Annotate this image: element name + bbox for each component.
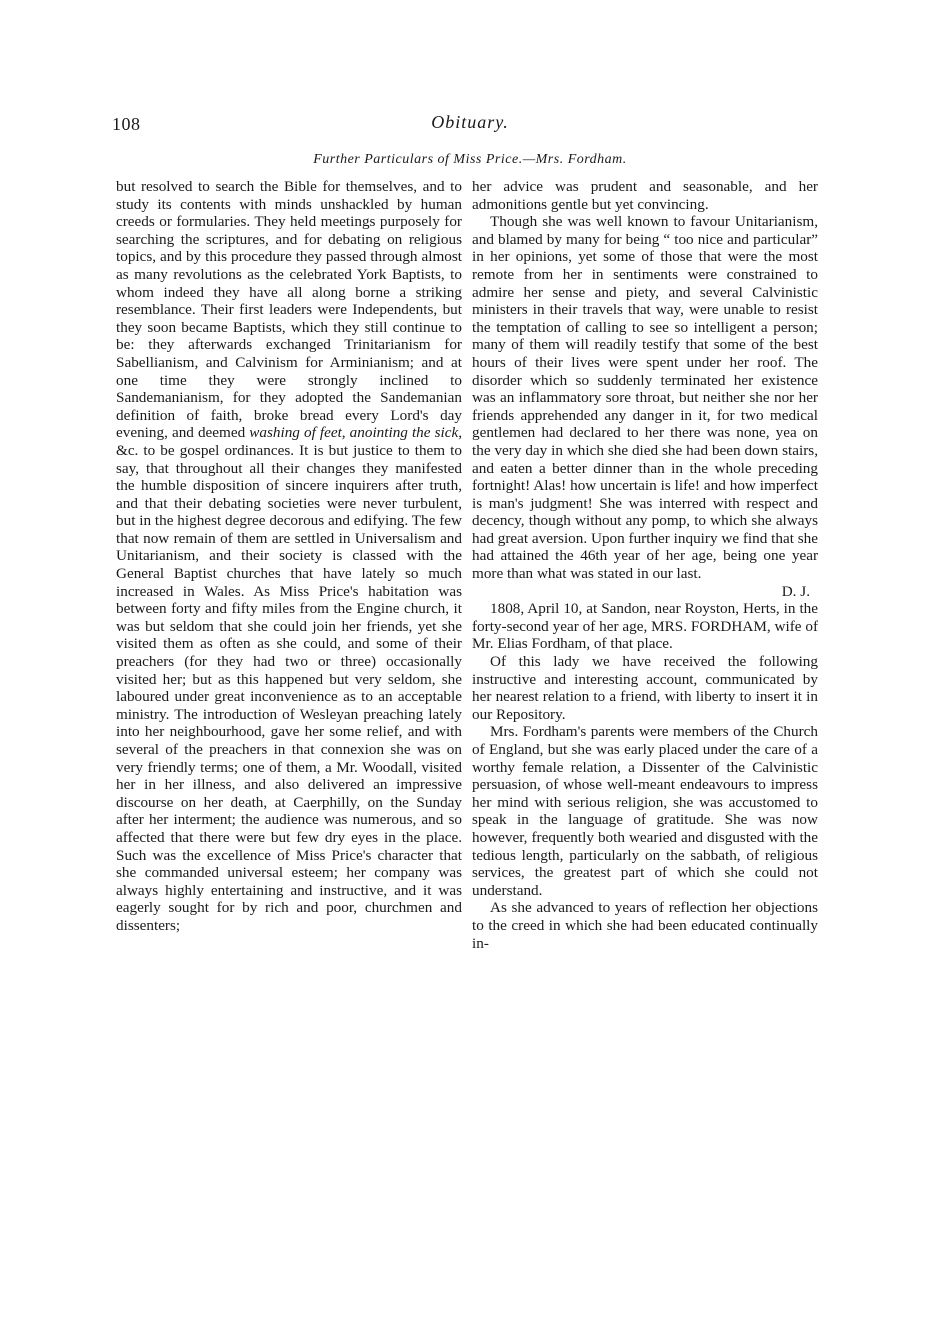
paragraph-miss-price-continued [116, 178, 462, 935]
italic-phrase: washing of feet, anointing the sick [249, 424, 459, 442]
signature: D. J. [781, 582, 810, 600]
paragraph: Of this lady we have received the following instructive and interesting account, communicated by her nearest relation to a friend, with liberty to insert it in our Repository. [472, 653, 818, 723]
paragraph-fordham-notice [472, 600, 818, 653]
section-subtitle: Further Particulars of Miss Price.—Mrs. Fordham. [313, 152, 627, 167]
left-column [116, 178, 462, 1228]
text-run: but resolved to search the Bible for themselves, and to study its contents with minds unshackled by human creeds or formularies. They held meetings purposely for searching the scriptures, and for debating on religious topics, and by this procedure they passed through almost as many revolutions as the celebrated York Baptists, to whom indeed they have all along borne a striking resemblance. Their first leaders were Independents, but they soon became Baptists, which they still continue to be: they afterwards exchanged Trinitarianism for Sabellianism, and Calvinism for Arminianism; and at one time they were strongly inclined to Sandemanianism, for they adopted the Sandemanian definition of faith, broke bread every Lord's day evening, and deemed [116, 178, 462, 442]
paragraph: her advice was prudent and seasonable, and her admonitions gentle but yet convincing. [472, 178, 818, 213]
paragraph: As she advanced to years of reflection her objections to the creed in which she had been educated continually in- [472, 899, 818, 952]
paragraph: Though she was well known to favour Unitarianism, and blamed by many for being “ too nice and particular” in her opinions, yet some of those that were the most remote from her in sentiments were constrained to admire her sense and piety, and several Calvinistic ministers in their travels that way, were unable to resist the temptation of calling to see so intelligent a person; many of them will readily testify that some of the best hours of their lives were spent under her roof. The disorder which so suddenly terminated her existence was an inflammatory sore throat, but neither she nor her friends apprehended any danger in it, for two medical gentlemen had declared to her there was none, yea on the very day in which she died she had been down stairs, and eaten a better dinner than in the whole preceding fortnight! Alas! how uncertain is life! and how imperfect is man's judgment! She was interred with respect and decency, though without any pomp, to which she always had great aversion. Upon further inquiry we find that she had attained the 46th year of her age, being one year more than what was stated in our last. [472, 213, 818, 583]
right-column [472, 178, 818, 1228]
text-run: , wife of Mr. Elias Fordham, of that place. [472, 617, 818, 653]
text-run: 1808, April 10, at Sandon, near Royston, Herts, in the forty-second year of her age, [472, 600, 818, 635]
deceased-name: MRS. FORDHAM [651, 617, 767, 635]
text-run: , &c. to be gospel ordinances. It is but justice to them to say, that throughout all their changes they manifested the humble disposition of sincere inquirers after truth, and that their debating societies were never turbulent, but in the highest degree decorous and edifying. The few that now remain of them are settled in Universalism and Unitarianism, and their society is classed with the General Baptist churches that have lately so much increased in Wales. As Miss Price's habitation was between forty and fifty miles from the Engine church, it was but seldom that she could join her friends, yet she visited them as often as she could, and some of their preachers (for they had two or three) occasionally visited her; but as this happened but very seldom, she laboured under great inconvenience as to an acceptable ministry. The introduction of Wesleyan preaching lately into her neighbourhood, gave her some relief, and with several of the preachers in that connexion she was on very friendly terms; one of them, a Mr. Woodall, visited her in her illness, and also delivered an impressive discourse on her death, at Caerphilly, on the Sunday after her interment; the audience was numerous, and so affected that there were but few dry eyes in the place. Such was the excellence of Miss Price's character that she commanded universal esteem; her company was always highly entertaining and instructive, and it was eagerly sought for by rich and poor, churchmen and dissenters; [116, 424, 462, 934]
page-number: 108 [112, 114, 141, 134]
paragraph: Mrs. Fordham's parents were members of the Church of England, but she was early placed under the care of a worthy female relation, a Dissenter of the Calvinistic persuasion, of whose well-meant endeavours to impress her mind with serious religion, she was accustomed to speak in the language of gratitude. She was now however, frequently both wearied and disgusted with the tedious length, particularly on the sabbath, of religious services, the greatest part of which she could not understand. [472, 723, 818, 899]
running-head-title: Obituary. [431, 112, 509, 132]
